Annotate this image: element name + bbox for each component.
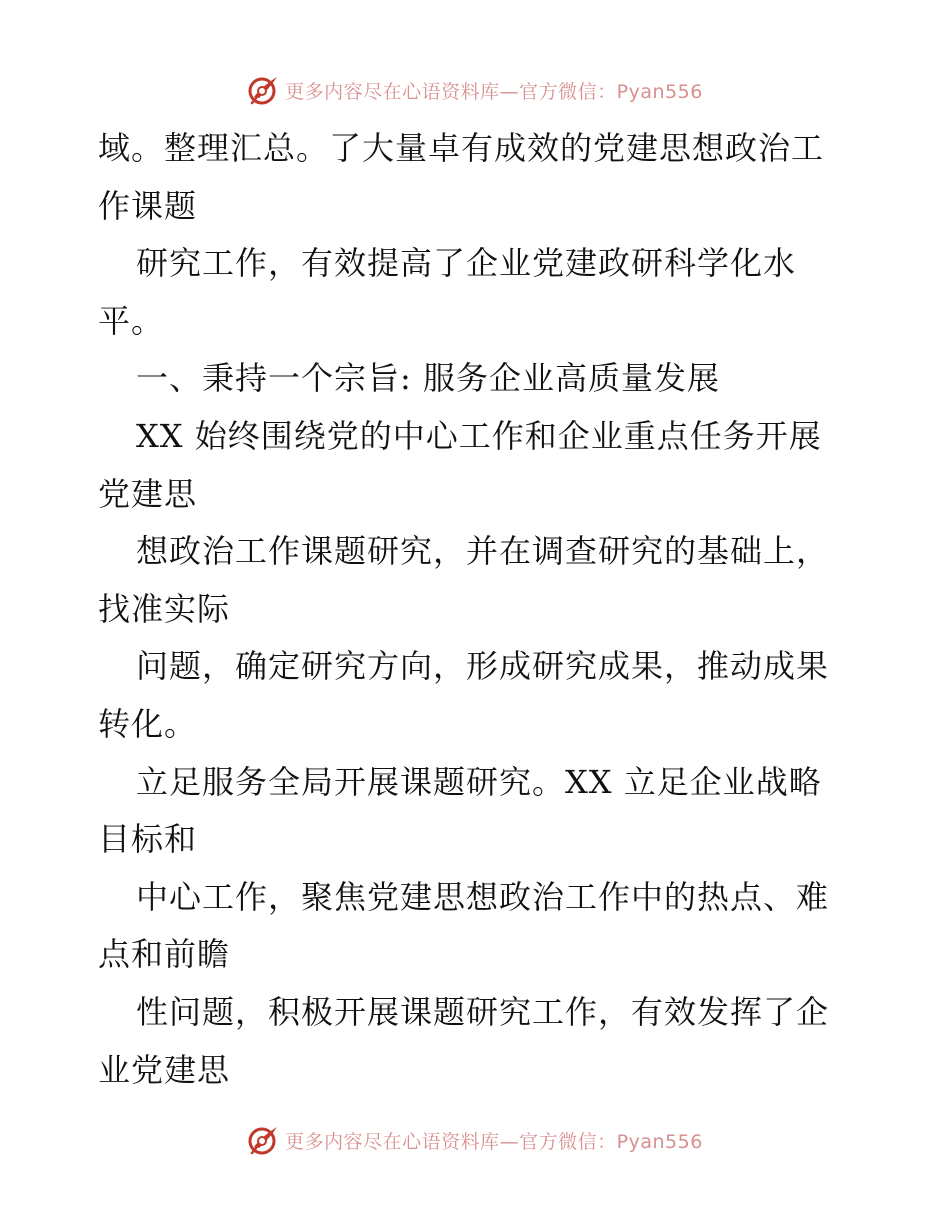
text-line: 域。整理汇总。了大量卓有成效的党建思想政治工 [98,129,825,167]
quill-pen-logo-icon [247,1123,281,1157]
header-watermark [0,70,950,110]
text-line: 作课题 [98,186,198,225]
document-body [98,120,858,1099]
footer-watermark [0,1120,950,1160]
text-line: 党建思 [98,474,198,513]
text-line: 问题，确定研究方向，形成研究成果，推动成果 [136,647,830,686]
text-line: 转化。 [98,704,198,743]
section-heading: 一、秉持一个宗旨: 服务企业高质量发展 [136,359,720,398]
text-line: 业党建思 [98,1050,231,1089]
text-line: 目标和 [98,820,198,859]
text-line: 研究工作，有效提高了企业党建政研科学化水 [136,244,797,283]
header-watermark-text: 更多内容尽在心语资料库—官方微信：Pyan556 [285,80,703,103]
text-line: 平。 [98,301,165,340]
text-line: XX 始终围绕党的中心工作和企业重点任务开展 [136,416,822,455]
text-line: 性问题，积极开展课题研究工作，有效发挥了企 [136,992,830,1031]
text-line: 找准实际 [98,589,231,628]
text-line: 立足服务全局开展课题研究。XX 立足企业战略 [136,762,822,801]
quill-pen-logo-icon [247,73,281,107]
text-line: 点和前瞻 [98,935,231,974]
text-line: 中心工作，聚焦党建思想政治工作中的热点、难 [136,877,830,916]
text-line: 想政治工作课题研究，并在调查研究的基础上， [136,532,830,571]
footer-watermark-text: 更多内容尽在心语资料库—官方微信：Pyan556 [285,1130,703,1153]
